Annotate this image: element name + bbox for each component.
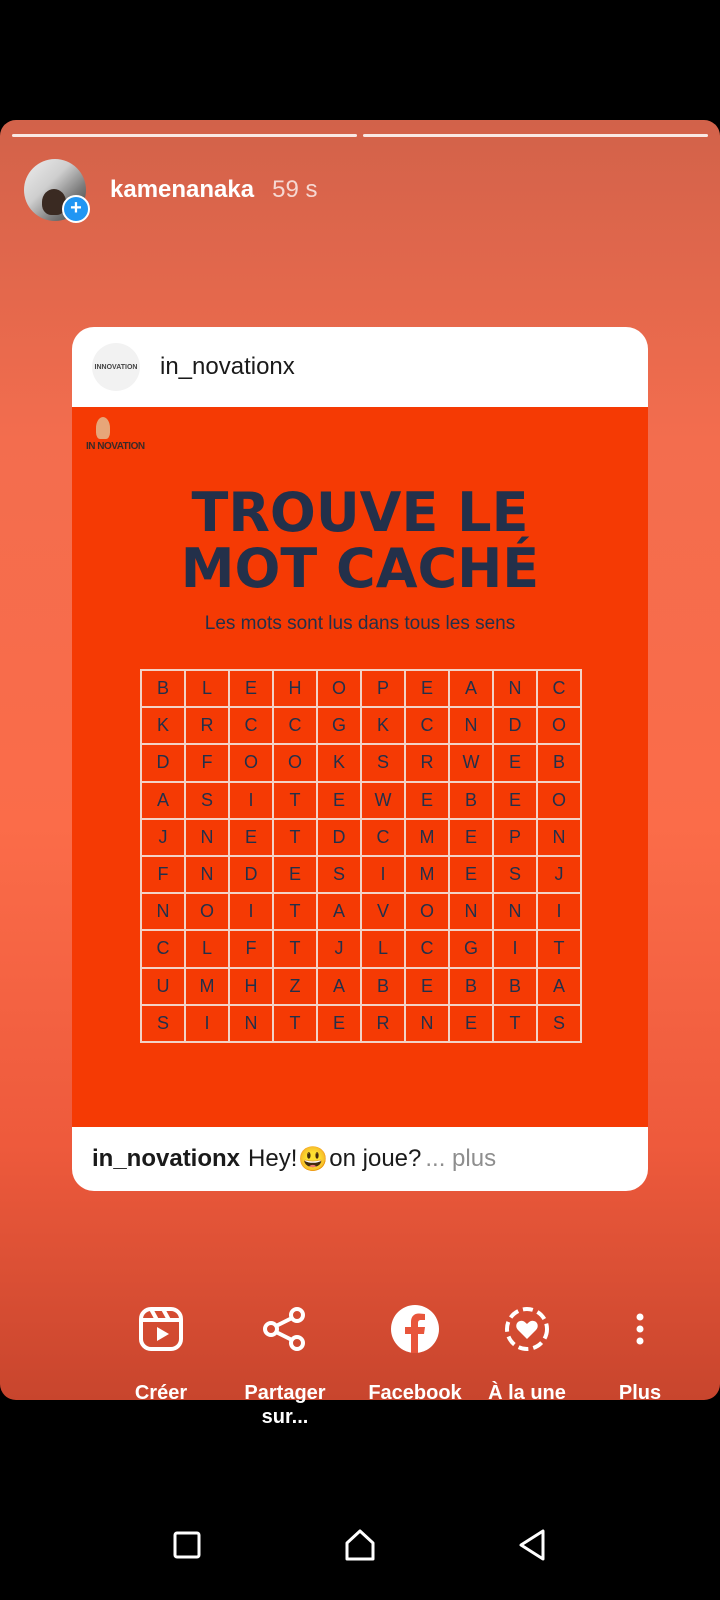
story-username[interactable]: kamenanaka xyxy=(110,176,255,203)
add-story-icon[interactable]: + xyxy=(62,195,90,223)
post-logo-text: INNOVATION xyxy=(94,363,138,371)
grid-cell: O xyxy=(273,744,317,781)
grid-cell: V xyxy=(361,893,405,930)
grid-cell: I xyxy=(361,856,405,893)
more-label: Plus xyxy=(618,1382,662,1404)
more-icon xyxy=(614,1303,666,1355)
progress-segment xyxy=(12,134,357,137)
grid-cell: E xyxy=(405,782,449,819)
grid-cell: W xyxy=(449,744,493,781)
grid-cell: I xyxy=(229,782,273,819)
grid-cell: D xyxy=(141,744,185,781)
grid-cell: D xyxy=(229,856,273,893)
grid-cell: E xyxy=(273,856,317,893)
grid-cell: J xyxy=(537,856,581,893)
grid-cell: I xyxy=(493,930,537,967)
story-header xyxy=(24,158,696,222)
grid-cell: C xyxy=(361,819,405,856)
story-viewer[interactable] xyxy=(0,120,720,1400)
highlight-icon xyxy=(501,1303,553,1355)
bulb-icon xyxy=(96,417,110,439)
grid-cell: T xyxy=(493,1005,537,1042)
brand-text: IN NOVATION xyxy=(86,441,145,452)
grid-cell: T xyxy=(273,1005,317,1042)
grid-cell: O xyxy=(537,782,581,819)
grid-cell: N xyxy=(185,819,229,856)
puzzle-subtitle: Les mots sont lus dans tous les sens xyxy=(204,613,516,634)
grid-cell: E xyxy=(449,819,493,856)
grid-cell: S xyxy=(537,1005,581,1042)
post-caption[interactable] xyxy=(72,1127,648,1191)
grid-cell: U xyxy=(141,968,185,1005)
grid-cell: P xyxy=(361,670,405,707)
grid-cell: G xyxy=(449,930,493,967)
grid-cell: P xyxy=(493,819,537,856)
highlight-label: À la une xyxy=(488,1382,566,1404)
grid-cell: Z xyxy=(273,968,317,1005)
grid-cell: C xyxy=(537,670,581,707)
grid-cell: N xyxy=(229,1005,273,1042)
grid-cell: L xyxy=(361,930,405,967)
reels-icon xyxy=(135,1303,187,1355)
grid-cell: E xyxy=(317,1005,361,1042)
grid-cell: O xyxy=(405,893,449,930)
grid-cell: I xyxy=(185,1005,229,1042)
grid-cell: B xyxy=(361,968,405,1005)
grid-cell: E xyxy=(449,856,493,893)
puzzle-title-line1: TROUVE LE xyxy=(191,481,529,544)
grid-cell: T xyxy=(273,893,317,930)
grid-cell: B xyxy=(493,968,537,1005)
grid-cell: J xyxy=(317,930,361,967)
puzzle-title-line2: MOT CACHÉ xyxy=(180,537,540,600)
grid-cell: M xyxy=(405,856,449,893)
grid-cell: T xyxy=(537,930,581,967)
grid-cell: R xyxy=(361,1005,405,1042)
facebook-label: Facebook xyxy=(368,1382,462,1404)
grid-cell: N xyxy=(493,670,537,707)
grid-cell: N xyxy=(405,1005,449,1042)
grid-cell: R xyxy=(405,744,449,781)
post-author-avatar[interactable] xyxy=(92,343,140,391)
grid-cell: C xyxy=(405,930,449,967)
grid-cell: N xyxy=(141,893,185,930)
grid-cell: B xyxy=(449,782,493,819)
puzzle-title xyxy=(72,481,648,600)
grid-cell: R xyxy=(185,707,229,744)
grid-cell: A xyxy=(317,968,361,1005)
grid-cell: C xyxy=(405,707,449,744)
grid-cell: O xyxy=(229,744,273,781)
grid-cell: E xyxy=(405,968,449,1005)
grid-cell: T xyxy=(273,782,317,819)
grid-cell: S xyxy=(361,744,405,781)
grid-cell: B xyxy=(537,744,581,781)
post-image xyxy=(72,407,648,1127)
grid-cell: C xyxy=(273,707,317,744)
share-button[interactable] xyxy=(220,1303,350,1429)
grid-cell: F xyxy=(185,744,229,781)
grid-cell: E xyxy=(229,819,273,856)
grid-cell: K xyxy=(141,707,185,744)
back-icon[interactable] xyxy=(513,1525,553,1565)
grid-cell: I xyxy=(229,893,273,930)
caption-more-link[interactable]: ... plus xyxy=(425,1145,497,1172)
caption-text-after: on joue? xyxy=(329,1145,422,1172)
share-label: Partager sur... xyxy=(244,1382,326,1428)
grid-cell: G xyxy=(317,707,361,744)
grid-cell: B xyxy=(449,968,493,1005)
grid-cell: N xyxy=(449,707,493,744)
grid-cell: S xyxy=(493,856,537,893)
word-search-grid xyxy=(140,669,582,1043)
grid-cell: K xyxy=(317,744,361,781)
grid-cell: L xyxy=(185,670,229,707)
caption-text-before: Hey! xyxy=(248,1145,298,1172)
create-button[interactable] xyxy=(96,1303,226,1405)
grid-cell: O xyxy=(317,670,361,707)
grid-cell: D xyxy=(493,707,537,744)
grid-cell: N xyxy=(449,893,493,930)
grid-cell: E xyxy=(449,1005,493,1042)
home-icon[interactable] xyxy=(340,1525,380,1565)
caption-username: in_novationx xyxy=(92,1145,241,1172)
avatar[interactable] xyxy=(24,159,86,221)
grid-cell: K xyxy=(361,707,405,744)
grid-cell: W xyxy=(361,782,405,819)
grid-cell: D xyxy=(317,819,361,856)
grid-cell: I xyxy=(537,893,581,930)
grid-cell: E xyxy=(229,670,273,707)
shared-post-card[interactable] xyxy=(72,327,648,1191)
facebook-button[interactable] xyxy=(350,1303,480,1405)
grid-cell: S xyxy=(185,782,229,819)
progress-segment xyxy=(363,134,708,137)
grid-cell: E xyxy=(317,782,361,819)
grid-cell: E xyxy=(493,744,537,781)
grid-cell: F xyxy=(229,930,273,967)
recents-icon[interactable] xyxy=(167,1525,207,1565)
brand-logo xyxy=(86,417,166,457)
grid-cell: A xyxy=(537,968,581,1005)
story-actions-bar xyxy=(0,1303,720,1433)
grid-cell: S xyxy=(141,1005,185,1042)
grid-cell: E xyxy=(405,670,449,707)
grid-cell: A xyxy=(141,782,185,819)
grid-cell: N xyxy=(185,856,229,893)
story-time: 59 s xyxy=(272,176,318,203)
more-button[interactable] xyxy=(575,1303,705,1405)
system-navbar xyxy=(0,1490,720,1600)
grid-cell: C xyxy=(141,930,185,967)
post-username[interactable]: in_novationx xyxy=(160,353,295,380)
grid-cell: B xyxy=(141,670,185,707)
grid-cell: E xyxy=(493,782,537,819)
grid-cell: L xyxy=(185,930,229,967)
post-header xyxy=(72,327,648,407)
grid-cell: C xyxy=(229,707,273,744)
grid-cell: T xyxy=(273,819,317,856)
grid-cell: O xyxy=(537,707,581,744)
grid-cell: M xyxy=(185,968,229,1005)
grid-cell: M xyxy=(405,819,449,856)
grid-cell: H xyxy=(273,670,317,707)
grid-cell: N xyxy=(537,819,581,856)
story-progress xyxy=(12,134,708,137)
grid-cell: O xyxy=(185,893,229,930)
grid-cell: T xyxy=(273,930,317,967)
grid-cell: A xyxy=(317,893,361,930)
facebook-icon xyxy=(389,1303,441,1355)
share-icon xyxy=(259,1303,311,1355)
create-label: Créer xyxy=(134,1382,188,1404)
grid-cell: J xyxy=(141,819,185,856)
grid-cell: A xyxy=(449,670,493,707)
caption-emoji: 😃 xyxy=(298,1145,329,1173)
grid-cell: H xyxy=(229,968,273,1005)
grid-cell: F xyxy=(141,856,185,893)
grid-cell: S xyxy=(317,856,361,893)
grid-cell: N xyxy=(493,893,537,930)
highlight-button[interactable] xyxy=(462,1303,592,1405)
